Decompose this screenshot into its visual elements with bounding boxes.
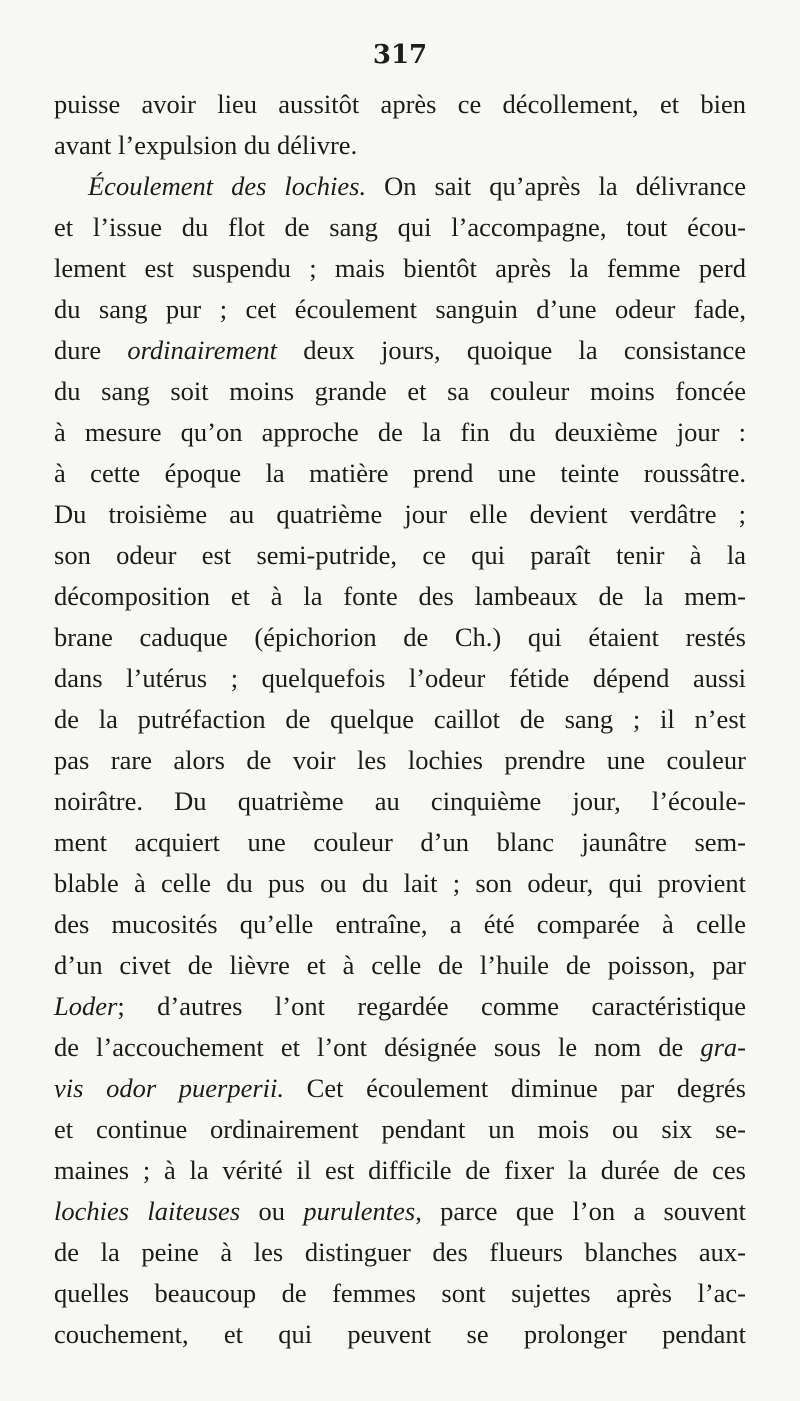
text-segment: dans l’utérus ; quelquefois l’odeur fétide dépend aussi (54, 663, 746, 693)
text-segment: et l’issue du flot de sang qui l’accompagne, tout écou- (54, 212, 746, 242)
text-segment: deux jours, quoique la consistance (277, 335, 746, 365)
text-segment: Du troisième au quatrième jour elle devient verdâtre ; (54, 499, 746, 529)
italic-text: vis odor puerperii. (54, 1073, 285, 1103)
text-segment: maines ; à la vérité il est difficile de fixer la durée de ces (54, 1155, 746, 1185)
text-segment: avant l’expulsion du délivre. (54, 130, 358, 160)
text-segment: du sang pur ; cet écoulement sanguin d’une odeur fade, (54, 294, 746, 324)
text-segment: son odeur est semi-putride, ce qui paraît tenir à la (54, 540, 746, 570)
text-segment: de la peine à les distinguer des flueurs blanches aux- (54, 1237, 746, 1267)
text-line (54, 658, 746, 699)
text-line (54, 453, 746, 494)
italic-text: gra- (700, 1032, 746, 1062)
text-line (54, 1273, 746, 1314)
text-segment: à cette époque la matière prend une teinte roussâtre. (54, 458, 746, 488)
text-segment: lement est suspendu ; mais bientôt après la femme perd (54, 253, 746, 283)
text-line (54, 1109, 746, 1150)
text-segment: couchement, et qui peuvent se prolonger pendant (54, 1319, 746, 1349)
text-segment: des mucosités qu’elle entraîne, a été comparée à celle (54, 909, 746, 939)
text-segment: brane caduque (épichorion de Ch.) qui étaient restés (54, 622, 746, 652)
italic-text: lochies laiteuses (54, 1196, 241, 1226)
italic-text: ordinairement (127, 335, 277, 365)
text-segment: de l’accouchement et l’ont désignée sous le nom de (54, 1032, 701, 1062)
text-segment: puisse avoir lieu aussitôt après ce décollement, et bien (54, 89, 746, 119)
text-line (54, 822, 746, 863)
text-line (54, 1068, 746, 1109)
text-line (54, 781, 746, 822)
text-line (54, 1027, 746, 1068)
text-line (54, 945, 746, 986)
text-segment: ment acquiert une couleur d’un blanc jaunâtre sem- (54, 827, 746, 857)
text-line (54, 207, 746, 248)
text-segment: dure (54, 335, 128, 365)
text-line (54, 1232, 746, 1273)
italic-text: Écoulement des lochies. (88, 171, 367, 201)
text-line (54, 699, 746, 740)
page-number: 317 (372, 40, 428, 70)
text-segment: Cet écoulement diminue par degrés (284, 1073, 746, 1103)
text-segment: pas rare alors de voir les lochies prendre une couleur (54, 745, 746, 775)
text-segment: quelles beaucoup de femmes sont sujettes après l’ac- (54, 1278, 746, 1308)
text-line (54, 412, 746, 453)
text-segment: du sang soit moins grande et sa couleur moins foncée (54, 376, 746, 406)
text-segment: , parce que l’on a souvent (415, 1196, 746, 1226)
text-segment: de la putréfaction de quelque caillot de sang ; il n’est (54, 704, 746, 734)
text-line (54, 125, 746, 166)
text-line (54, 248, 746, 289)
italic-text: Loder (54, 991, 118, 1021)
italic-text: purulentes (303, 1196, 416, 1226)
text-line (54, 863, 746, 904)
text-line (54, 494, 746, 535)
text-line (54, 535, 746, 576)
text-segment: d’un civet de lièvre et à celle de l’huile de poisson, par (54, 950, 746, 980)
text-line (54, 576, 746, 617)
text-line (54, 1191, 746, 1232)
text-segment: On sait qu’après la délivrance (366, 171, 746, 201)
body-text (54, 84, 746, 1355)
text-segment: ; d’autres l’ont regardée comme caractéristique (117, 991, 746, 1021)
text-line (54, 740, 746, 781)
text-line (54, 1150, 746, 1191)
text-line (54, 371, 746, 412)
text-segment: ou (240, 1196, 304, 1226)
text-line (54, 617, 746, 658)
text-line (54, 986, 746, 1027)
text-line (54, 1314, 746, 1355)
text-segment: et continue ordinairement pendant un mois ou six se- (54, 1114, 746, 1144)
text-line (54, 84, 746, 125)
text-line (54, 289, 746, 330)
text-segment: blable à celle du pus ou du lait ; son odeur, qui provient (54, 868, 746, 898)
text-segment: à mesure qu’on approche de la fin du deuxième jour : (54, 417, 746, 447)
text-line (54, 330, 746, 371)
text-segment: noirâtre. Du quatrième au cinquième jour, l’écoule- (54, 786, 746, 816)
text-segment: décomposition et à la fonte des lambeaux de la mem- (54, 581, 746, 611)
text-line (54, 166, 746, 207)
text-line (54, 904, 746, 945)
